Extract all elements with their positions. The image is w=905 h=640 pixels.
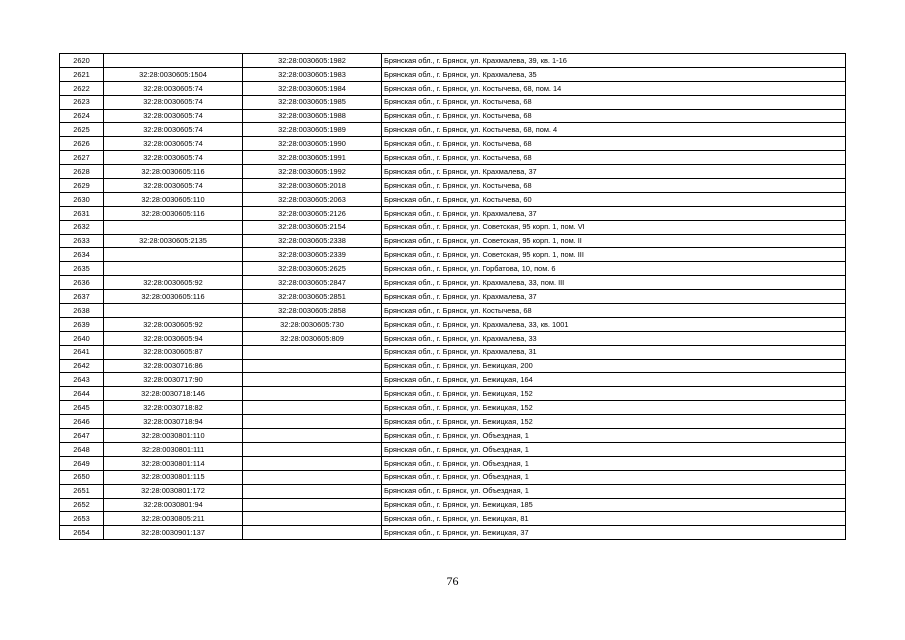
address-cell: Брянская обл., г. Брянск, ул. Костычева, 68 xyxy=(382,95,846,109)
address-cell: Брянская обл., г. Брянск, ул. Костычева, 68 xyxy=(382,137,846,151)
cadastral-number-cell xyxy=(243,359,382,373)
row-number-cell: 2630 xyxy=(60,192,104,206)
row-number-cell: 2639 xyxy=(60,317,104,331)
address-cell: Брянская обл., г. Брянск, ул. Бежицкая, 152 xyxy=(382,415,846,429)
parent-cadastral-number-cell: 32:28:0030605:74 xyxy=(104,109,243,123)
parent-cadastral-number-cell: 32:28:0030801:111 xyxy=(104,442,243,456)
parent-cadastral-number-cell: 32:28:0030605:74 xyxy=(104,179,243,193)
address-cell: Брянская обл., г. Брянск, ул. Объездная, 1 xyxy=(382,484,846,498)
parent-cadastral-number-cell: 32:28:0030718:146 xyxy=(104,387,243,401)
row-number-cell: 2644 xyxy=(60,387,104,401)
parent-cadastral-number-cell: 32:28:0030717:90 xyxy=(104,373,243,387)
cadastral-number-cell: 32:28:0030605:1989 xyxy=(243,123,382,137)
address-cell: Брянская обл., г. Брянск, ул. Советская, 95 корп. 1, пом. III xyxy=(382,248,846,262)
address-cell: Брянская обл., г. Брянск, ул. Объездная, 1 xyxy=(382,442,846,456)
table-row xyxy=(60,248,846,262)
address-cell: Брянская обл., г. Брянск, ул. Объездная, 1 xyxy=(382,456,846,470)
row-number-cell: 2645 xyxy=(60,401,104,415)
row-number-cell: 2634 xyxy=(60,248,104,262)
table-row xyxy=(60,137,846,151)
table-row xyxy=(60,373,846,387)
address-cell: Брянская обл., г. Брянск, ул. Объездная, 1 xyxy=(382,470,846,484)
row-number-cell: 2624 xyxy=(60,109,104,123)
table-row xyxy=(60,234,846,248)
table-row xyxy=(60,456,846,470)
parent-cadastral-number-cell: 32:28:0030605:74 xyxy=(104,123,243,137)
table-row xyxy=(60,484,846,498)
address-cell: Брянская обл., г. Брянск, ул. Советская, 95 корп. 1, пом. II xyxy=(382,234,846,248)
parent-cadastral-number-cell: 32:28:0030801:115 xyxy=(104,470,243,484)
parent-cadastral-number-cell: 32:28:0030605:116 xyxy=(104,206,243,220)
row-number-cell: 2621 xyxy=(60,67,104,81)
row-number-cell: 2620 xyxy=(60,54,104,68)
parent-cadastral-number-cell: 32:28:0030801:110 xyxy=(104,429,243,443)
table-row xyxy=(60,54,846,68)
address-cell: Брянская обл., г. Брянск, ул. Костычева, 68 xyxy=(382,304,846,318)
address-cell: Брянская обл., г. Брянск, ул. Костычева, 68 xyxy=(382,109,846,123)
row-number-cell: 2633 xyxy=(60,234,104,248)
address-cell: Брянская обл., г. Брянск, ул. Костычева, 68, пом. 4 xyxy=(382,123,846,137)
address-cell: Брянская обл., г. Брянск, ул. Бежицкая, 81 xyxy=(382,512,846,526)
row-number-cell: 2649 xyxy=(60,456,104,470)
table-row xyxy=(60,415,846,429)
cadastral-number-cell xyxy=(243,470,382,484)
table-row xyxy=(60,387,846,401)
cadastral-number-cell: 32:28:0030605:1992 xyxy=(243,165,382,179)
row-number-cell: 2623 xyxy=(60,95,104,109)
cadastral-number-cell: 32:28:0030605:1982 xyxy=(243,54,382,68)
parent-cadastral-number-cell: 32:28:0030605:74 xyxy=(104,81,243,95)
parent-cadastral-number-cell xyxy=(104,248,243,262)
cadastral-number-cell: 32:28:0030605:2847 xyxy=(243,276,382,290)
address-cell: Брянская обл., г. Брянск, ул. Советская, 95 корп. 1, пом. VI xyxy=(382,220,846,234)
table-row xyxy=(60,317,846,331)
parent-cadastral-number-cell: 32:28:0030605:1504 xyxy=(104,67,243,81)
parent-cadastral-number-cell xyxy=(104,220,243,234)
table-row xyxy=(60,81,846,95)
address-cell: Брянская обл., г. Брянск, ул. Бежицкая, 152 xyxy=(382,401,846,415)
address-cell: Брянская обл., г. Брянск, ул. Крахмалева, 31 xyxy=(382,345,846,359)
parent-cadastral-number-cell: 32:28:0030718:82 xyxy=(104,401,243,415)
row-number-cell: 2651 xyxy=(60,484,104,498)
table-row xyxy=(60,498,846,512)
cadastral-number-cell: 32:28:0030605:2339 xyxy=(243,248,382,262)
table-row xyxy=(60,331,846,345)
cadastral-number-cell xyxy=(243,345,382,359)
row-number-cell: 2647 xyxy=(60,429,104,443)
table-row xyxy=(60,192,846,206)
cadastral-number-cell: 32:28:0030605:2625 xyxy=(243,262,382,276)
parent-cadastral-number-cell: 32:28:0030605:116 xyxy=(104,165,243,179)
parent-cadastral-number-cell xyxy=(104,54,243,68)
table-row xyxy=(60,304,846,318)
parent-cadastral-number-cell: 32:28:0030801:172 xyxy=(104,484,243,498)
parent-cadastral-number-cell: 32:28:0030605:2135 xyxy=(104,234,243,248)
address-cell: Брянская обл., г. Брянск, ул. Горбатова, 10, пом. 6 xyxy=(382,262,846,276)
parent-cadastral-number-cell: 32:28:0030605:74 xyxy=(104,137,243,151)
address-cell: Брянская обл., г. Брянск, ул. Костычева, 60 xyxy=(382,192,846,206)
address-cell: Брянская обл., г. Брянск, ул. Костычева, 68 xyxy=(382,151,846,165)
parent-cadastral-number-cell: 32:28:0030901:137 xyxy=(104,526,243,540)
row-number-cell: 2653 xyxy=(60,512,104,526)
row-number-cell: 2650 xyxy=(60,470,104,484)
row-number-cell: 2638 xyxy=(60,304,104,318)
address-cell: Брянская обл., г. Брянск, ул. Крахмалева, 33 xyxy=(382,331,846,345)
cadastral-number-cell: 32:28:0030605:1985 xyxy=(243,95,382,109)
row-number-cell: 2648 xyxy=(60,442,104,456)
parent-cadastral-number-cell: 32:28:0030605:116 xyxy=(104,290,243,304)
table-row xyxy=(60,512,846,526)
cadastral-number-cell: 32:28:0030605:2858 xyxy=(243,304,382,318)
row-number-cell: 2636 xyxy=(60,276,104,290)
parent-cadastral-number-cell xyxy=(104,262,243,276)
table-row xyxy=(60,206,846,220)
address-cell: Брянская обл., г. Брянск, ул. Крахмалева, 33, пом. III xyxy=(382,276,846,290)
parent-cadastral-number-cell: 32:28:0030801:114 xyxy=(104,456,243,470)
parent-cadastral-number-cell: 32:28:0030718:94 xyxy=(104,415,243,429)
address-cell: Брянская обл., г. Брянск, ул. Бежицкая, 185 xyxy=(382,498,846,512)
cadastral-number-cell: 32:28:0030605:809 xyxy=(243,331,382,345)
table-row xyxy=(60,442,846,456)
address-cell: Брянская обл., г. Брянск, ул. Костычева, 68 xyxy=(382,179,846,193)
table-row xyxy=(60,123,846,137)
parent-cadastral-number-cell: 32:28:0030805:211 xyxy=(104,512,243,526)
table-row xyxy=(60,67,846,81)
cadastral-number-cell xyxy=(243,401,382,415)
parent-cadastral-number-cell: 32:28:0030605:74 xyxy=(104,95,243,109)
row-number-cell: 2626 xyxy=(60,137,104,151)
cadastral-number-cell xyxy=(243,484,382,498)
address-cell: Брянская обл., г. Брянск, ул. Крахмалева, 39, кв. 1-16 xyxy=(382,54,846,68)
row-number-cell: 2632 xyxy=(60,220,104,234)
row-number-cell: 2642 xyxy=(60,359,104,373)
row-number-cell: 2641 xyxy=(60,345,104,359)
address-cell: Брянская обл., г. Брянск, ул. Бежицкая, 164 xyxy=(382,373,846,387)
table-row xyxy=(60,179,846,193)
table-row xyxy=(60,345,846,359)
cadastral-number-cell xyxy=(243,498,382,512)
table-row xyxy=(60,401,846,415)
row-number-cell: 2635 xyxy=(60,262,104,276)
table-row xyxy=(60,526,846,540)
table-row xyxy=(60,109,846,123)
cadastral-number-cell: 32:28:0030605:2126 xyxy=(243,206,382,220)
cadastral-number-cell xyxy=(243,456,382,470)
cadastral-number-cell: 32:28:0030605:1990 xyxy=(243,137,382,151)
parent-cadastral-number-cell: 32:28:0030605:92 xyxy=(104,276,243,290)
parent-cadastral-number-cell: 32:28:0030605:92 xyxy=(104,317,243,331)
row-number-cell: 2652 xyxy=(60,498,104,512)
table-row xyxy=(60,262,846,276)
row-number-cell: 2627 xyxy=(60,151,104,165)
table-row xyxy=(60,359,846,373)
parent-cadastral-number-cell: 32:28:0030605:94 xyxy=(104,331,243,345)
address-cell: Брянская обл., г. Брянск, ул. Крахмалева, 37 xyxy=(382,206,846,220)
parent-cadastral-number-cell: 32:28:0030605:87 xyxy=(104,345,243,359)
cadastral-number-cell: 32:28:0030605:1984 xyxy=(243,81,382,95)
address-cell: Брянская обл., г. Брянск, ул. Бежицкая, 152 xyxy=(382,387,846,401)
row-number-cell: 2625 xyxy=(60,123,104,137)
parent-cadastral-number-cell: 32:28:0030801:94 xyxy=(104,498,243,512)
parent-cadastral-number-cell: 32:28:0030605:74 xyxy=(104,151,243,165)
page-number: 76 xyxy=(446,574,459,588)
row-number-cell: 2628 xyxy=(60,165,104,179)
cadastral-number-cell: 32:28:0030605:2851 xyxy=(243,290,382,304)
cadastral-number-cell: 32:28:0030605:2154 xyxy=(243,220,382,234)
table-row xyxy=(60,151,846,165)
cadastral-number-cell: 32:28:0030605:1983 xyxy=(243,67,382,81)
cadastral-number-cell: 32:28:0030605:1988 xyxy=(243,109,382,123)
cadastral-number-cell xyxy=(243,387,382,401)
address-cell: Брянская обл., г. Брянск, ул. Крахмалева, 37 xyxy=(382,290,846,304)
address-cell: Брянская обл., г. Брянск, ул. Объездная, 1 xyxy=(382,429,846,443)
cadastral-number-cell xyxy=(243,442,382,456)
cadastral-number-cell: 32:28:0030605:730 xyxy=(243,317,382,331)
cadastral-number-cell: 32:28:0030605:2018 xyxy=(243,179,382,193)
table-row xyxy=(60,429,846,443)
registry-table-body xyxy=(60,54,846,540)
row-number-cell: 2643 xyxy=(60,373,104,387)
table-row xyxy=(60,470,846,484)
address-cell: Брянская обл., г. Брянск, ул. Костычева, 68, пом. 14 xyxy=(382,81,846,95)
cadastral-number-cell xyxy=(243,512,382,526)
parent-cadastral-number-cell: 32:28:0030716:86 xyxy=(104,359,243,373)
cadastral-number-cell: 32:28:0030605:2063 xyxy=(243,192,382,206)
row-number-cell: 2646 xyxy=(60,415,104,429)
cadastral-number-cell xyxy=(243,526,382,540)
cadastral-number-cell: 32:28:0030605:2338 xyxy=(243,234,382,248)
row-number-cell: 2637 xyxy=(60,290,104,304)
address-cell: Брянская обл., г. Брянск, ул. Бежицкая, 200 xyxy=(382,359,846,373)
row-number-cell: 2622 xyxy=(60,81,104,95)
table-row xyxy=(60,165,846,179)
cadastral-number-cell xyxy=(243,429,382,443)
row-number-cell: 2640 xyxy=(60,331,104,345)
parent-cadastral-number-cell: 32:28:0030605:110 xyxy=(104,192,243,206)
table-row xyxy=(60,95,846,109)
table-row xyxy=(60,290,846,304)
cadastral-number-cell: 32:28:0030605:1991 xyxy=(243,151,382,165)
address-cell: Брянская обл., г. Брянск, ул. Крахмалева, 33, кв. 1001 xyxy=(382,317,846,331)
cadastral-number-cell xyxy=(243,415,382,429)
address-cell: Брянская обл., г. Брянск, ул. Крахмалева, 37 xyxy=(382,165,846,179)
cadastral-number-cell xyxy=(243,373,382,387)
parent-cadastral-number-cell xyxy=(104,304,243,318)
table-row xyxy=(60,276,846,290)
row-number-cell: 2631 xyxy=(60,206,104,220)
address-cell: Брянская обл., г. Брянск, ул. Крахмалева, 35 xyxy=(382,67,846,81)
row-number-cell: 2654 xyxy=(60,526,104,540)
address-cell: Брянская обл., г. Брянск, ул. Бежицкая, 37 xyxy=(382,526,846,540)
property-registry-table xyxy=(59,53,846,540)
table-row xyxy=(60,220,846,234)
row-number-cell: 2629 xyxy=(60,179,104,193)
